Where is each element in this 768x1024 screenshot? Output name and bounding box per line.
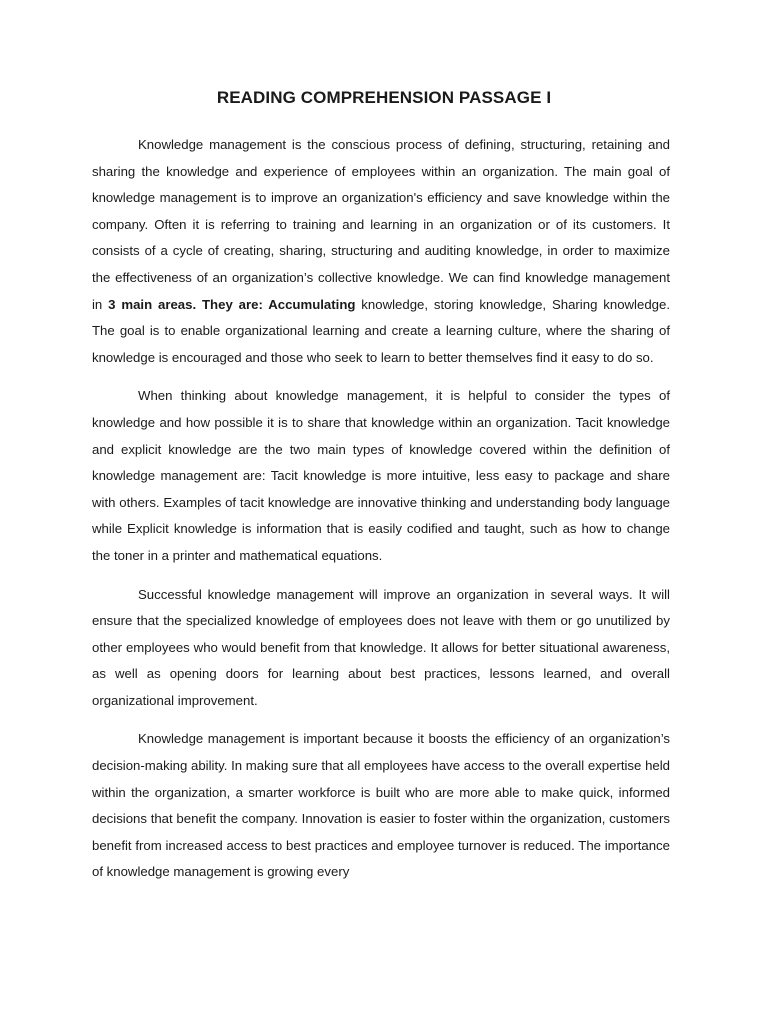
passage-body <box>92 132 670 898</box>
paragraph-1-text-a: Knowledge management is the conscious process of defining, structuring, retaining and sharing the knowledge and experience of employees within an organization. The main goal of knowledge management is to improve an organization's efficiency and save knowledge within the company. Often it is referring to training and learning in an organization or of its customers. It consists of a cycle of creating, sharing, structuring and auditing knowledge, in order to maximize the effectiveness of an organization’s collective knowledge. We can find knowledge management in <box>92 137 670 312</box>
passage-title: READING COMPREHENSION PASSAGE I <box>216 88 552 107</box>
paragraph-1-text-b: knowledge, storing knowledge, Sharing knowledge. The goal is to enable organizational learning and create a learning culture, where the sharing of knowledge is encouraged and those who seek to learn to better themselves find it easy to do so. <box>92 296 670 365</box>
paragraph-1 <box>92 132 670 371</box>
paragraph-2: When thinking about knowledge management, it is helpful to consider the types of knowledge and how possible it is to share that knowledge within an organization. Tacit knowledge and explicit knowledge are the two main types of knowledge covered within the definition of knowledge management are: Tacit knowledge is more intuitive, less easy to package and share with others. Examples of tacit knowledge are innovative thinking and understanding body language while Explicit knowledge is information that is easily codified and taught, such as how to change the toner in a printer and mathematical equations. <box>92 388 670 563</box>
paragraph-3: Successful knowledge management will improve an organization in several ways. It will ensure that the specialized knowledge of employees does not leave with them or go unutilized by other employees who would benefit from that knowledge. It allows for better situational awareness, as well as opening doors for learning about best practices, lessons learned, and overall organizational improvement. <box>92 586 670 708</box>
paragraph-1-bold-text: 3 main areas. They are: Accumulating <box>108 296 356 312</box>
paragraph-4: Knowledge management is important because it boosts the efficiency of an organization’s decision-making ability. In making sure that all employees have access to the overall expertise held within the organization, a smarter workforce is built who are more able to make quick, informed decisions that benefit the company. Innovation is easier to foster within the organization, customers benefit from increased access to best practices and employee turnover is reduced. The importance of knowledge management is growing every <box>92 731 670 880</box>
